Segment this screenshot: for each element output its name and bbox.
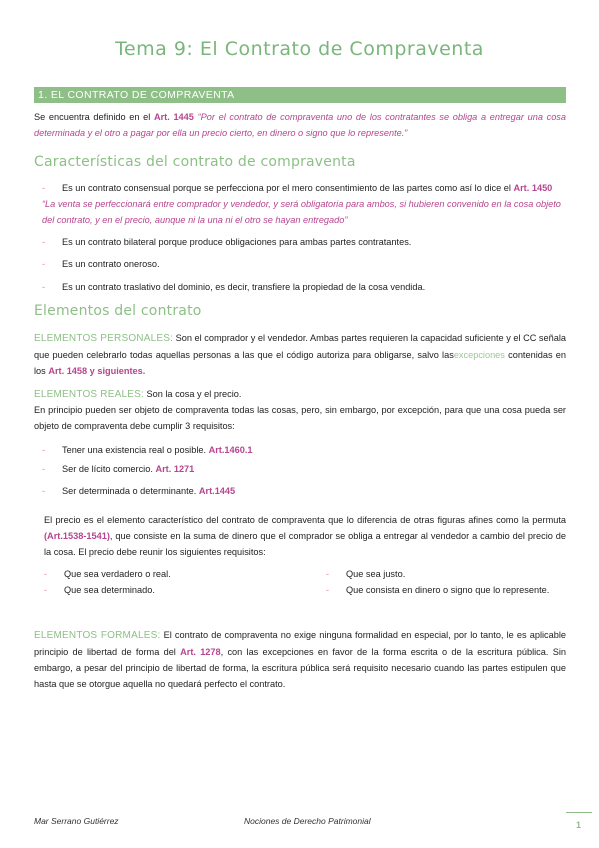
personales-paragraph: [34, 330, 566, 379]
list-item: [42, 442, 564, 458]
subheading-formales: ELEMENTOS FORMALES:: [34, 630, 161, 641]
paragraph-text: El contrato de compraventa no exige ninguna formalidad en especial, por lo tanto, le es aplicable principio de libertad de forma del: [34, 630, 566, 657]
intro-text: Se encuentra definido en el: [34, 112, 154, 122]
article-ref: Art. 1458 y siguientes.: [48, 366, 146, 376]
paragraph-text: Son el comprador y el vendedor. Ambas partes requieren la capacidad suficiente y el CC señala que pueden celebrarlo todas aquellas personas a las que el código autoriza para obligarse, salvo las: [34, 333, 567, 360]
reales-paragraph: [34, 386, 566, 403]
bullet-dash: -: [42, 259, 46, 269]
article-ref: Art. 1271: [155, 464, 195, 474]
intro-quote: “Por el contrato de compraventa uno de los contratantes se obliga a entregar una cosa determinada y el otro a pagar por ella un precio cierto, en dinero o signo que lo represente.”: [34, 112, 567, 138]
reales-intro: En principio pueden ser objeto de compraventa todas las cosas, pero, sin embargo, por excepción, para que una cosa pueda ser objeto de compraventa debe cumplir 3 requisitos:: [34, 405, 566, 431]
list-item: [42, 483, 564, 499]
bullet-dash: -: [42, 237, 46, 247]
heading-elementos: Elementos del contrato: [34, 303, 202, 319]
paragraph-text: , con las excepciones en favor de la forma escrita o de la escritura pública. Sin embargo, a pesar del principio de libertad de forma, la escritura pública será requisito necesario cuando las partes estipulen que hasta que se otorgue aquella no quedará perfecto el contrato.: [34, 647, 566, 689]
item-text: Que sea verdadero o real.: [64, 569, 171, 579]
subheading-personales: ELEMENTOS PERSONALES:: [34, 333, 174, 344]
formales-paragraph: [34, 627, 566, 692]
article-ref: Art. 1278: [180, 647, 221, 657]
list-item: [44, 566, 171, 582]
precio-paragraph: [44, 512, 566, 560]
excepciones-link: excepciones: [453, 350, 505, 360]
bullet-dash: -: [42, 183, 46, 193]
article-ref: Art.1460.1: [208, 445, 253, 455]
bullet-dash: -: [42, 464, 46, 474]
item-text: Que sea determinado.: [64, 585, 155, 595]
bullet-dash: -: [326, 569, 330, 579]
paragraph-text: contenidas en los: [34, 350, 567, 376]
footer-subject: Nociones de Derecho Patrimonial: [244, 816, 371, 826]
paragraph-text: El precio es el elemento característico del contrato de compraventa que lo diferencia de otras figuras afines como la permuta: [44, 515, 566, 525]
item-text: Es un contrato bilateral porque produce obligaciones para ambas partes contratantes.: [62, 237, 412, 247]
item-text: Ser de lícito comercio.: [62, 464, 156, 474]
list-item: [44, 582, 155, 598]
list-item: [326, 582, 549, 598]
item-text: Ser determinada o determinante.: [62, 486, 199, 496]
article-ref: Art. 1445: [153, 112, 194, 122]
article-ref: Art. 1450: [513, 183, 553, 193]
item-text: Tener una existencia real o posible.: [62, 445, 209, 455]
item-quote: “La venta se perfeccionará entre comprador y vendedor, y será obligatoria para ambos, si hubieren convenido en la cosa objeto del contrato, y en el precio, aunque ni la una ni el otro se hayan entregado”: [42, 199, 561, 225]
list-item: [42, 461, 564, 477]
page-number: 1: [576, 820, 582, 830]
list-item: [42, 234, 564, 250]
page-number-rule: [566, 812, 592, 813]
article-ref: Art.1445: [198, 486, 236, 496]
item-text: Es un contrato oneroso.: [62, 259, 160, 269]
article-ref: (Art.1538-1541): [44, 531, 110, 541]
bullet-dash: -: [44, 585, 48, 595]
list-item: [42, 279, 564, 295]
section-header-bar: 1. EL CONTRATO DE COMPRAVENTA: [34, 87, 566, 103]
item-text: Es un contrato traslativo del dominio, es decir, transfiere la propiedad de la cosa vendida.: [62, 282, 426, 292]
bullet-dash: -: [42, 445, 46, 455]
list-item: [42, 180, 564, 228]
bullet-dash: -: [42, 282, 46, 292]
paragraph-text: , que consiste en la suma de dinero que el comprador se obliga a entregar al vendedor a cambio del precio de la cosa. El precio debe reunir los siguientes requisitos:: [44, 531, 566, 557]
item-text: Que sea justo.: [346, 569, 406, 579]
bullet-dash: -: [44, 569, 48, 579]
subheading-reales: ELEMENTOS REALES:: [34, 389, 144, 400]
item-text: Que consista en dinero o signo que lo represente.: [346, 585, 550, 595]
page-title: Tema 9: El Contrato de Compraventa: [115, 38, 484, 60]
intro-paragraph: [34, 109, 566, 141]
footer-author: Mar Serrano Gutiérrez: [34, 816, 119, 826]
paragraph-text: Son la cosa y el precio.: [143, 389, 242, 399]
heading-caracteristicas: Características del contrato de compraventa: [34, 154, 356, 170]
list-item: [326, 566, 405, 582]
bullet-dash: -: [42, 486, 46, 496]
bullet-dash: -: [326, 585, 330, 595]
item-text: Es un contrato consensual porque se perfecciona por el mero consentimiento de las partes como así lo dice el: [62, 183, 514, 193]
list-item: [42, 256, 564, 272]
